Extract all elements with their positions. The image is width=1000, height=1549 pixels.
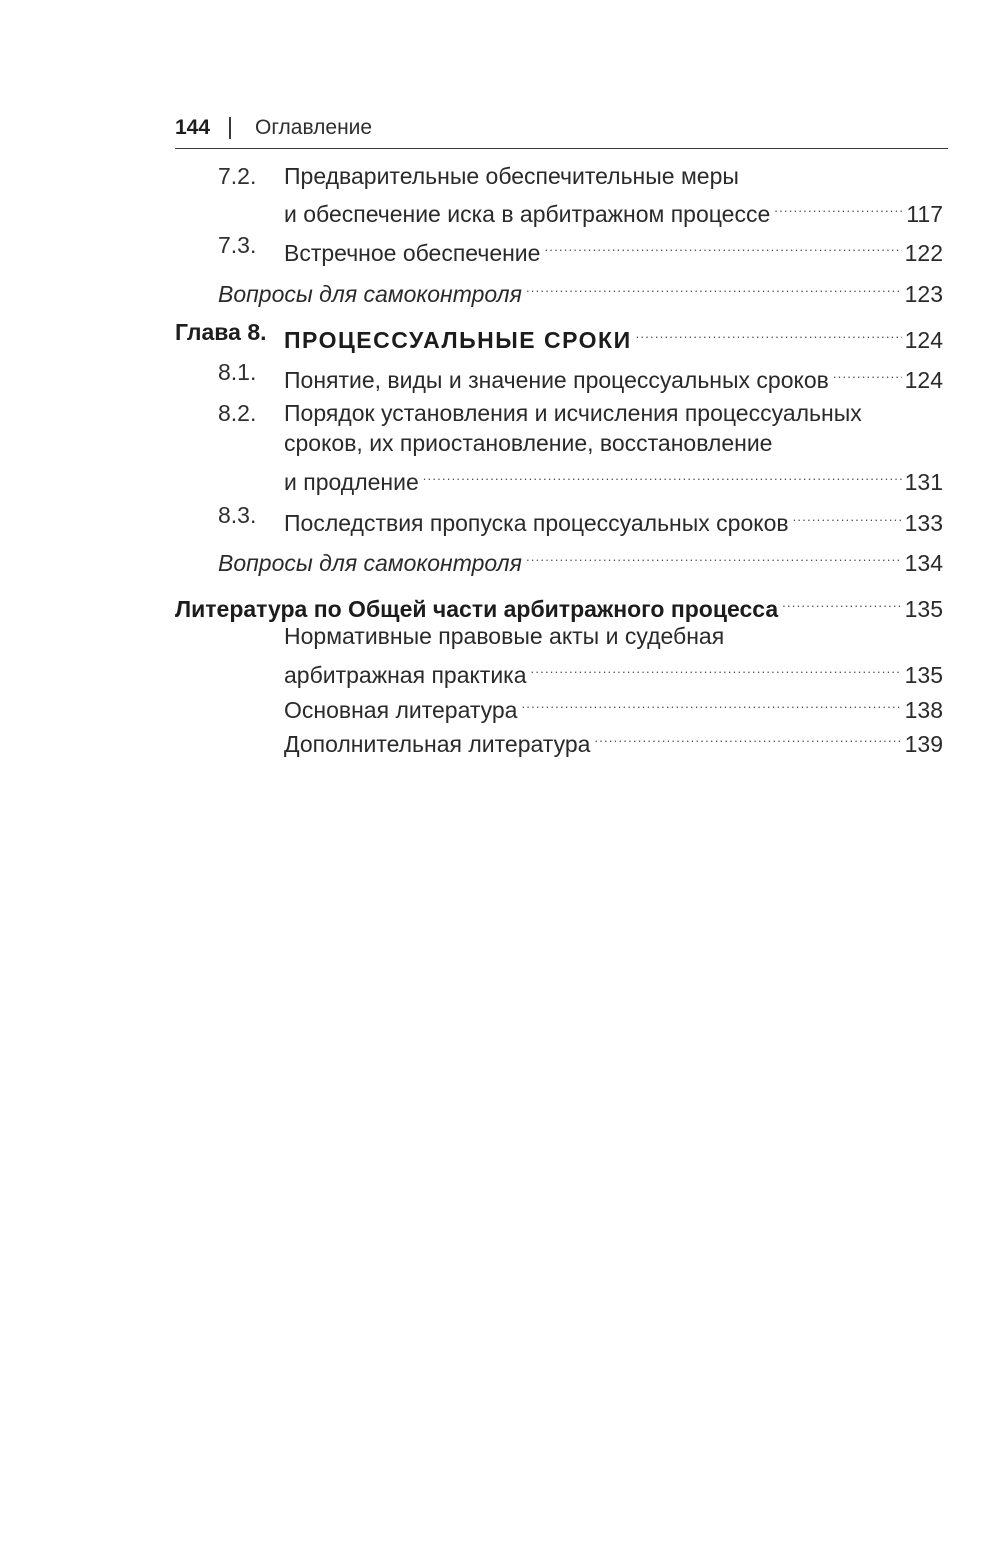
toc-entry-8-3[interactable]	[284, 499, 943, 539]
header-separator	[229, 117, 231, 139]
leader-dots	[521, 686, 901, 718]
toc-page-questions-8: 134	[904, 550, 943, 576]
toc-entry-additional-literature-text: Дополнительная литература	[284, 731, 591, 757]
toc-entry-7-2-line2: и обеспечение иска в арбитражном процессе	[284, 201, 771, 227]
leader-dots	[636, 316, 902, 348]
leader-dots	[793, 499, 902, 531]
toc-entry-questions-8-text: Вопросы для самоконтроля	[218, 550, 522, 576]
toc-entry-questions-7[interactable]	[218, 270, 943, 310]
toc-entry-additional-literature[interactable]	[284, 720, 943, 760]
toc-number-8-3: 8.3.	[218, 502, 257, 528]
toc-page-normative: 135	[904, 662, 943, 688]
leader-dots	[531, 651, 902, 683]
running-header-title: Оглавление	[255, 116, 373, 139]
toc-page-questions-7: 123	[904, 281, 943, 307]
toc-page-literature: 135	[904, 596, 943, 622]
toc-chapter-8-label: Глава 8.	[175, 319, 267, 345]
toc-entry-7-2[interactable]	[284, 190, 943, 230]
toc-entry-8-1-text: Понятие, виды и значение процессуальных сроков	[284, 367, 829, 393]
toc-entry-normative-line1: Нормативные правовые акты и судебная	[284, 623, 725, 649]
toc-chapter-8-title: ПРОЦЕССУАЛЬНЫЕ СРОКИ	[284, 327, 632, 353]
toc-page-7-3: 122	[904, 240, 943, 266]
toc-entry-chapter-8[interactable]	[284, 316, 943, 356]
toc-entry-8-2-line1: Порядок установления и исчисления процессуальных	[284, 400, 862, 426]
toc-page-8-1: 124	[904, 367, 943, 393]
leader-dots	[526, 539, 902, 571]
page-number: 144	[175, 116, 211, 139]
toc-entry-questions-7-text: Вопросы для самоконтроля	[218, 281, 522, 307]
leader-dots	[526, 270, 902, 302]
toc-entry-8-2[interactable]	[284, 458, 943, 498]
toc-entry-literature[interactable]	[175, 585, 943, 625]
toc-entry-normative[interactable]	[284, 651, 943, 691]
toc-page-chapter-8: 124	[904, 327, 943, 353]
toc-entry-8-2-line2: сроков, их приостановление, восстановление	[284, 430, 773, 456]
leader-dots	[423, 458, 902, 490]
leader-dots	[544, 229, 901, 261]
toc-number-7-3: 7.3.	[218, 232, 257, 258]
toc-page-8-2: 131	[904, 469, 943, 495]
leader-dots	[774, 190, 903, 222]
toc-literature-title: Литература по Общей части арбитражного процесса	[175, 596, 779, 622]
toc-entry-8-2-line3: и продление	[284, 469, 419, 495]
toc-page-additional-literature: 139	[904, 731, 943, 757]
toc-entry-8-3-text: Последствия пропуска процессуальных сроков	[284, 510, 789, 536]
toc-entry-main-literature-text: Основная литература	[284, 697, 518, 723]
leader-dots	[594, 720, 901, 752]
toc-entry-7-3-text: Встречное обеспечение	[284, 240, 541, 266]
toc-entry-normative-line2: арбитражная практика	[284, 662, 527, 688]
toc-number-8-2: 8.2.	[218, 400, 257, 426]
running-header	[175, 114, 948, 149]
toc-number-7-2: 7.2.	[218, 163, 257, 189]
toc-page-8-3: 133	[904, 510, 943, 536]
toc-number-8-1: 8.1.	[218, 359, 257, 385]
toc-page-7-2: 117	[906, 201, 943, 227]
toc-page-main-literature: 138	[904, 697, 943, 723]
toc-entry-7-3[interactable]	[284, 229, 943, 269]
toc-entry-questions-8[interactable]	[218, 539, 943, 579]
leader-dots	[833, 356, 902, 388]
leader-dots	[782, 585, 901, 617]
toc-entry-7-2-line1: Предварительные обеспечительные меры	[284, 163, 739, 189]
toc-entry-8-1[interactable]	[284, 356, 943, 396]
